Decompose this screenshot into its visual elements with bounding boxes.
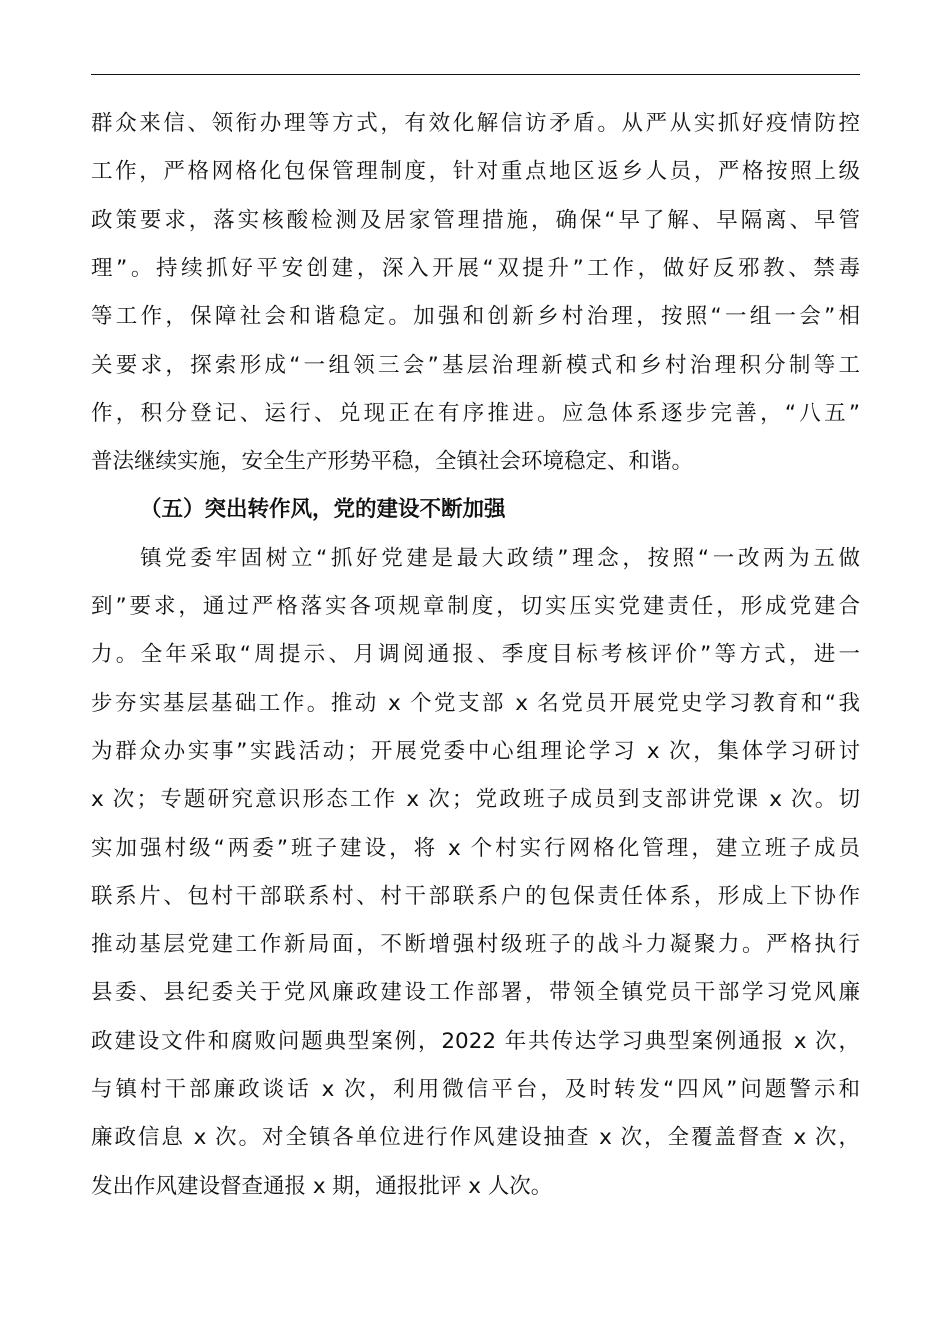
header-rule <box>91 74 860 75</box>
paragraph-line: 群众来信、领衔办理等方式，有效化解信访矛盾。从严从实抓好疫情防控 <box>91 111 860 136</box>
paragraph-line: 推动基层党建工作新局面，不断增强村级班子的战斗力凝聚力。严格执行 <box>91 932 860 958</box>
paragraph-line: 实加强村级“两委”班子建设，将 x 个村实行网格化管理，建立班子成员 <box>91 835 860 861</box>
paragraph-line: 为群众办实事”实践活动；开展党委中心组理论学习 x 次，集体学习研讨 <box>91 738 860 764</box>
paragraph-line: x 次；专题研究意识形态工作 x 次；党政班子成员到支部讲党课 x 次。切 <box>91 787 860 813</box>
paragraph-line: 发出作风建设督查通报 x 期，通报批评 x 人次。 <box>91 1173 553 1199</box>
paragraph-line: 政建设文件和腐败问题典型案例，2022 年共传达学习典型案例通报 x 次， <box>91 1028 860 1054</box>
paragraph-line: 普法继续实施，安全生产形势平稳，全镇社会环境稳定、和谐。 <box>91 449 694 475</box>
paragraph-line: 等工作，保障社会和谐稳定。加强和创新乡村治理，按照“一组一会”相 <box>91 304 860 330</box>
paragraph-line: 政策要求，落实核酸检测及居家管理措施，确保“早了解、早隔离、早管 <box>91 207 860 233</box>
paragraph-line: 工作，严格网格化包保管理制度，针对重点地区返乡人员，严格按照上级 <box>91 159 860 185</box>
paragraph-line: 到”要求，通过严格落实各项规章制度，切实压实党建责任，形成党建合 <box>91 594 860 619</box>
paragraph-line: 与镇村干部廉政谈话 x 次，利用微信平台，及时转发“四风”问题警示和 <box>91 1077 860 1102</box>
section-heading: （五）突出转作风，党的建设不断加强 <box>140 497 506 523</box>
paragraph-line: 镇党委牢固树立“抓好党建是最大政绩”理念，按照“一改两为五做 <box>140 545 860 571</box>
paragraph-line: 作，积分登记、运行、兑现正在有序推进。应急体系逐步完善，“八五” <box>91 400 860 426</box>
paragraph-line: 关要求，探索形成“一组领三会”基层治理新模式和乡村治理积分制等工 <box>91 352 860 378</box>
paragraph-line: 廉政信息 x 次。对全镇各单位进行作风建设抽查 x 次，全覆盖督查 x 次， <box>91 1125 860 1151</box>
paragraph-line: 理”。持续抓好平安创建，深入开展“双提升”工作，做好反邪教、禁毒 <box>91 255 860 281</box>
paragraph-line: 步夯实基层基础工作。推动 x 个党支部 x 名党员开展党史学习教育和“我 <box>91 690 860 716</box>
paragraph-line: 县委、县纪委关于党风廉政建设工作部署，带领全镇党员干部学习党风廉 <box>91 980 860 1006</box>
paragraph-line: 力。全年采取“周提示、月调阅通报、季度目标考核评价”等方式，进一 <box>91 642 860 668</box>
paragraph-party-building <box>91 100 860 1240</box>
paragraph-line: 联系片、包村干部联系村、村干部联系户的包保责任体系，形成上下协作 <box>91 883 860 909</box>
